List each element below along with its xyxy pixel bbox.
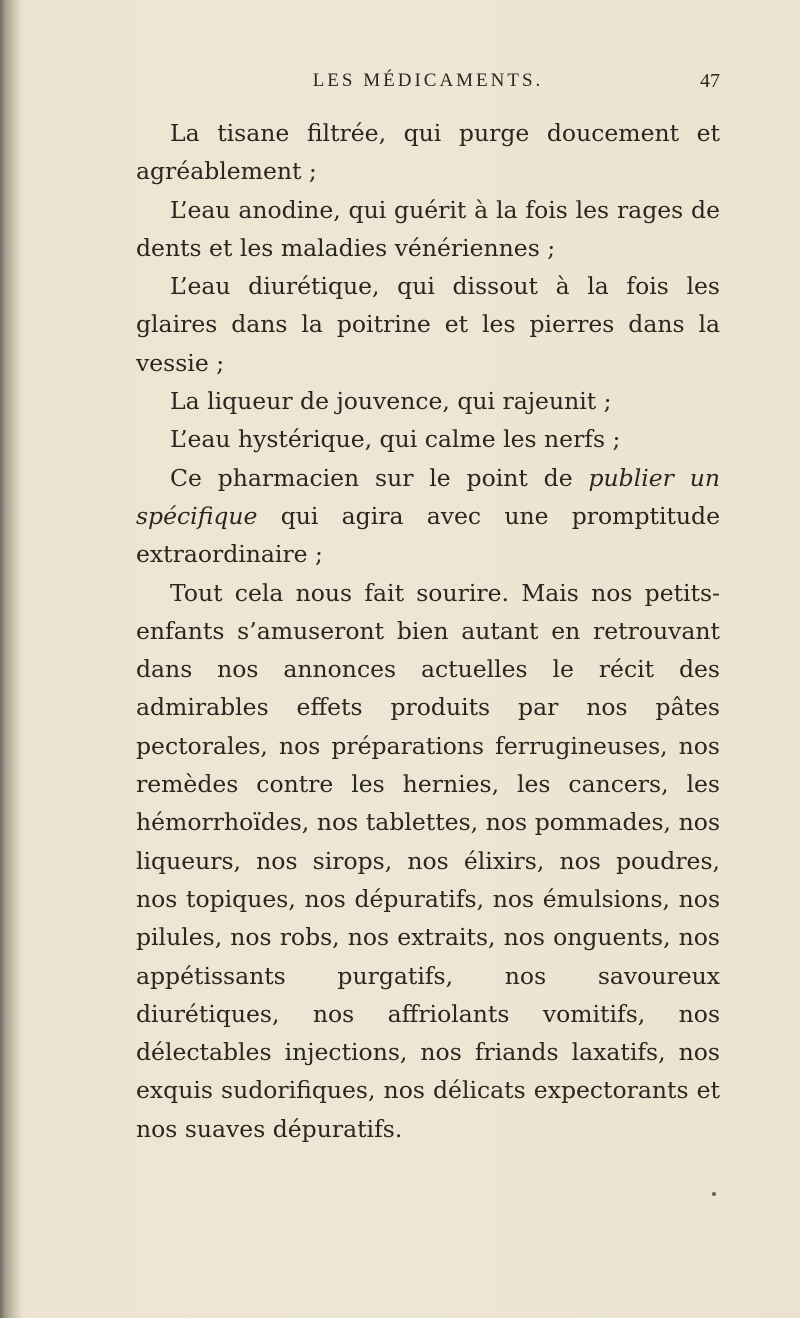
paragraph-tisane: La tisane filtrée, qui purge doucement et agréablement ; [136, 119, 720, 186]
body-text [136, 114, 720, 1148]
paragraph-eau-anodine: L’eau anodine, qui guérit à la fois les rages de dents et les maladies vénériennes ; [136, 195, 720, 262]
page-header [136, 68, 720, 98]
paragraph-eau-diuretique: L’eau diurétique, qui dissout à la fois les glaires dans la poitrine et les pierres dans la vessie ; [136, 272, 720, 377]
italic-phrase: publier un spécifique [136, 463, 720, 530]
paragraph-eau-hysterique: L’eau hystérique, qui calme les nerfs ; [170, 425, 621, 454]
paragraph-pharmacien-before: Ce pharmacien sur le point de [170, 463, 589, 492]
page-number: 47 [700, 70, 720, 92]
running-title: LES MÉDICAMENTS. [312, 70, 544, 91]
paragraph-liqueur-jouvence: La liqueur de jouvence, qui rajeunit ; [170, 387, 612, 416]
paragraph-pharmacien [136, 459, 720, 574]
page-gutter-shadow [0, 0, 22, 1318]
paragraph-pharmacien-after: qui agira avec une promptitude extraordinaire ; [136, 501, 720, 569]
ink-speck [712, 1192, 716, 1196]
paragraph-tout-cela: Tout cela nous fait sourire. Mais nos petits-enfants s’amuseront bien autant en retrouvant dans nos annonces actuelles le récit des admirables effets produits par nos pâtes pectorales, nos préparations ferrugineuses, nos remèdes contre les hernies, les cancers, les hémorrhoïdes, nos tablettes, nos pommades, nos liqueurs, nos sirops, nos élixirs, nos poudres, nos topiques, nos dépuratifs, nos émulsions, nos pilules, nos robs, nos extraits, nos onguents, nos appétissants purgatifs, nos savoureux diurétiques, nos affriolants vomitifs, nos délectables injections, nos friands laxatifs, nos exquis sudorifiques, nos délicats expectorants et nos suaves dépuratifs. [136, 578, 720, 1143]
